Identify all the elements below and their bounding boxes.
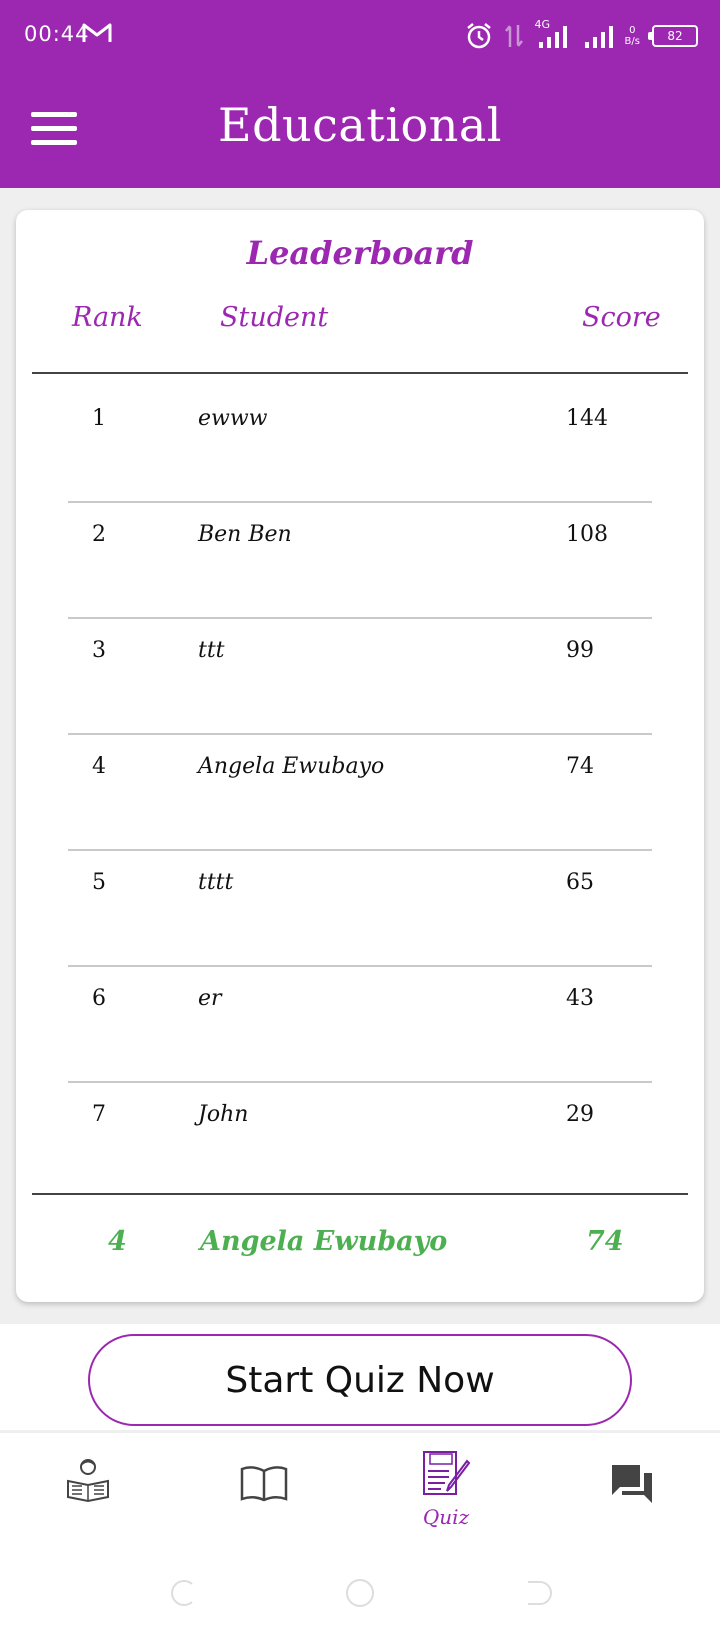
battery-icon (652, 25, 698, 47)
table-row (0, 840, 720, 956)
table-row (0, 956, 720, 1072)
row-rank: 6 (92, 986, 106, 1011)
signal-icon (535, 22, 571, 50)
net-speed (625, 25, 640, 47)
signal-4g (534, 18, 571, 50)
network-type: 4G (534, 18, 551, 31)
nav-item-reading[interactable] (28, 1433, 148, 1533)
header-student: Student (220, 302, 329, 333)
status-time: 00:44 (24, 22, 90, 46)
nav-quiz-label: Quiz (422, 1505, 470, 1529)
row-student: tttt (198, 870, 234, 895)
row-student: er (198, 986, 222, 1011)
row-student: John (198, 1102, 249, 1127)
start-quiz-button[interactable]: Start Quiz Now (88, 1334, 632, 1426)
header-rank: Rank (72, 302, 143, 333)
status-bar (0, 0, 720, 72)
header-score: Score (582, 302, 661, 333)
row-rank: 3 (92, 638, 106, 663)
bottom-nav (0, 1432, 720, 1532)
row-score: 99 (566, 638, 594, 663)
battery-level: 82 (667, 29, 683, 43)
nav-item-chat[interactable] (572, 1433, 692, 1533)
alarm-icon (465, 22, 493, 50)
table-row (0, 376, 720, 492)
leaderboard-header (16, 302, 704, 346)
row-score: 29 (566, 1102, 594, 1127)
current-user-score: 74 (586, 1226, 624, 1257)
row-rank: 5 (92, 870, 106, 895)
nav-item-quiz[interactable] (386, 1433, 506, 1533)
leaderboard-title: Leaderboard (246, 234, 474, 272)
row-rank: 1 (92, 406, 106, 431)
system-nav (0, 1532, 720, 1640)
header-divider (32, 372, 688, 374)
student-reading-icon (64, 1455, 112, 1503)
data-transfer-icon (505, 23, 523, 49)
app-title: Educational (218, 98, 502, 152)
current-user-row (0, 1226, 720, 1276)
row-rank: 2 (92, 522, 106, 547)
signal-icon-2 (583, 22, 613, 50)
row-score: 65 (566, 870, 594, 895)
row-student: Angela Ewubayo (198, 754, 385, 779)
row-score: 144 (566, 406, 608, 431)
recents-icon[interactable] (166, 1578, 196, 1608)
net-speed-unit: B/s (624, 36, 640, 47)
row-score: 43 (566, 986, 594, 1011)
row-student: Ben Ben (198, 522, 292, 547)
chat-icon (610, 1463, 654, 1505)
footer-divider (32, 1193, 688, 1195)
row-rank: 7 (92, 1102, 106, 1127)
back-icon[interactable] (524, 1578, 554, 1608)
table-row (0, 1072, 720, 1188)
row-rank: 4 (92, 754, 106, 779)
row-student: ewww (198, 406, 268, 431)
table-row (0, 492, 720, 608)
current-user-student: Angela Ewubayo (200, 1226, 448, 1257)
quiz-test-icon (421, 1449, 471, 1497)
quiz-action-area (0, 1324, 720, 1430)
home-icon[interactable] (345, 1578, 375, 1608)
table-row (0, 724, 720, 840)
row-score: 108 (566, 522, 608, 547)
book-icon (239, 1463, 289, 1503)
gmail-icon (82, 22, 112, 44)
row-student: ttt (198, 638, 225, 663)
status-indicators (465, 18, 698, 54)
row-score: 74 (566, 754, 594, 779)
app-bar (0, 72, 720, 188)
net-speed-value: 0 (629, 25, 636, 36)
table-row (0, 608, 720, 724)
nav-item-book[interactable] (204, 1433, 324, 1533)
current-user-rank: 4 (108, 1226, 127, 1257)
